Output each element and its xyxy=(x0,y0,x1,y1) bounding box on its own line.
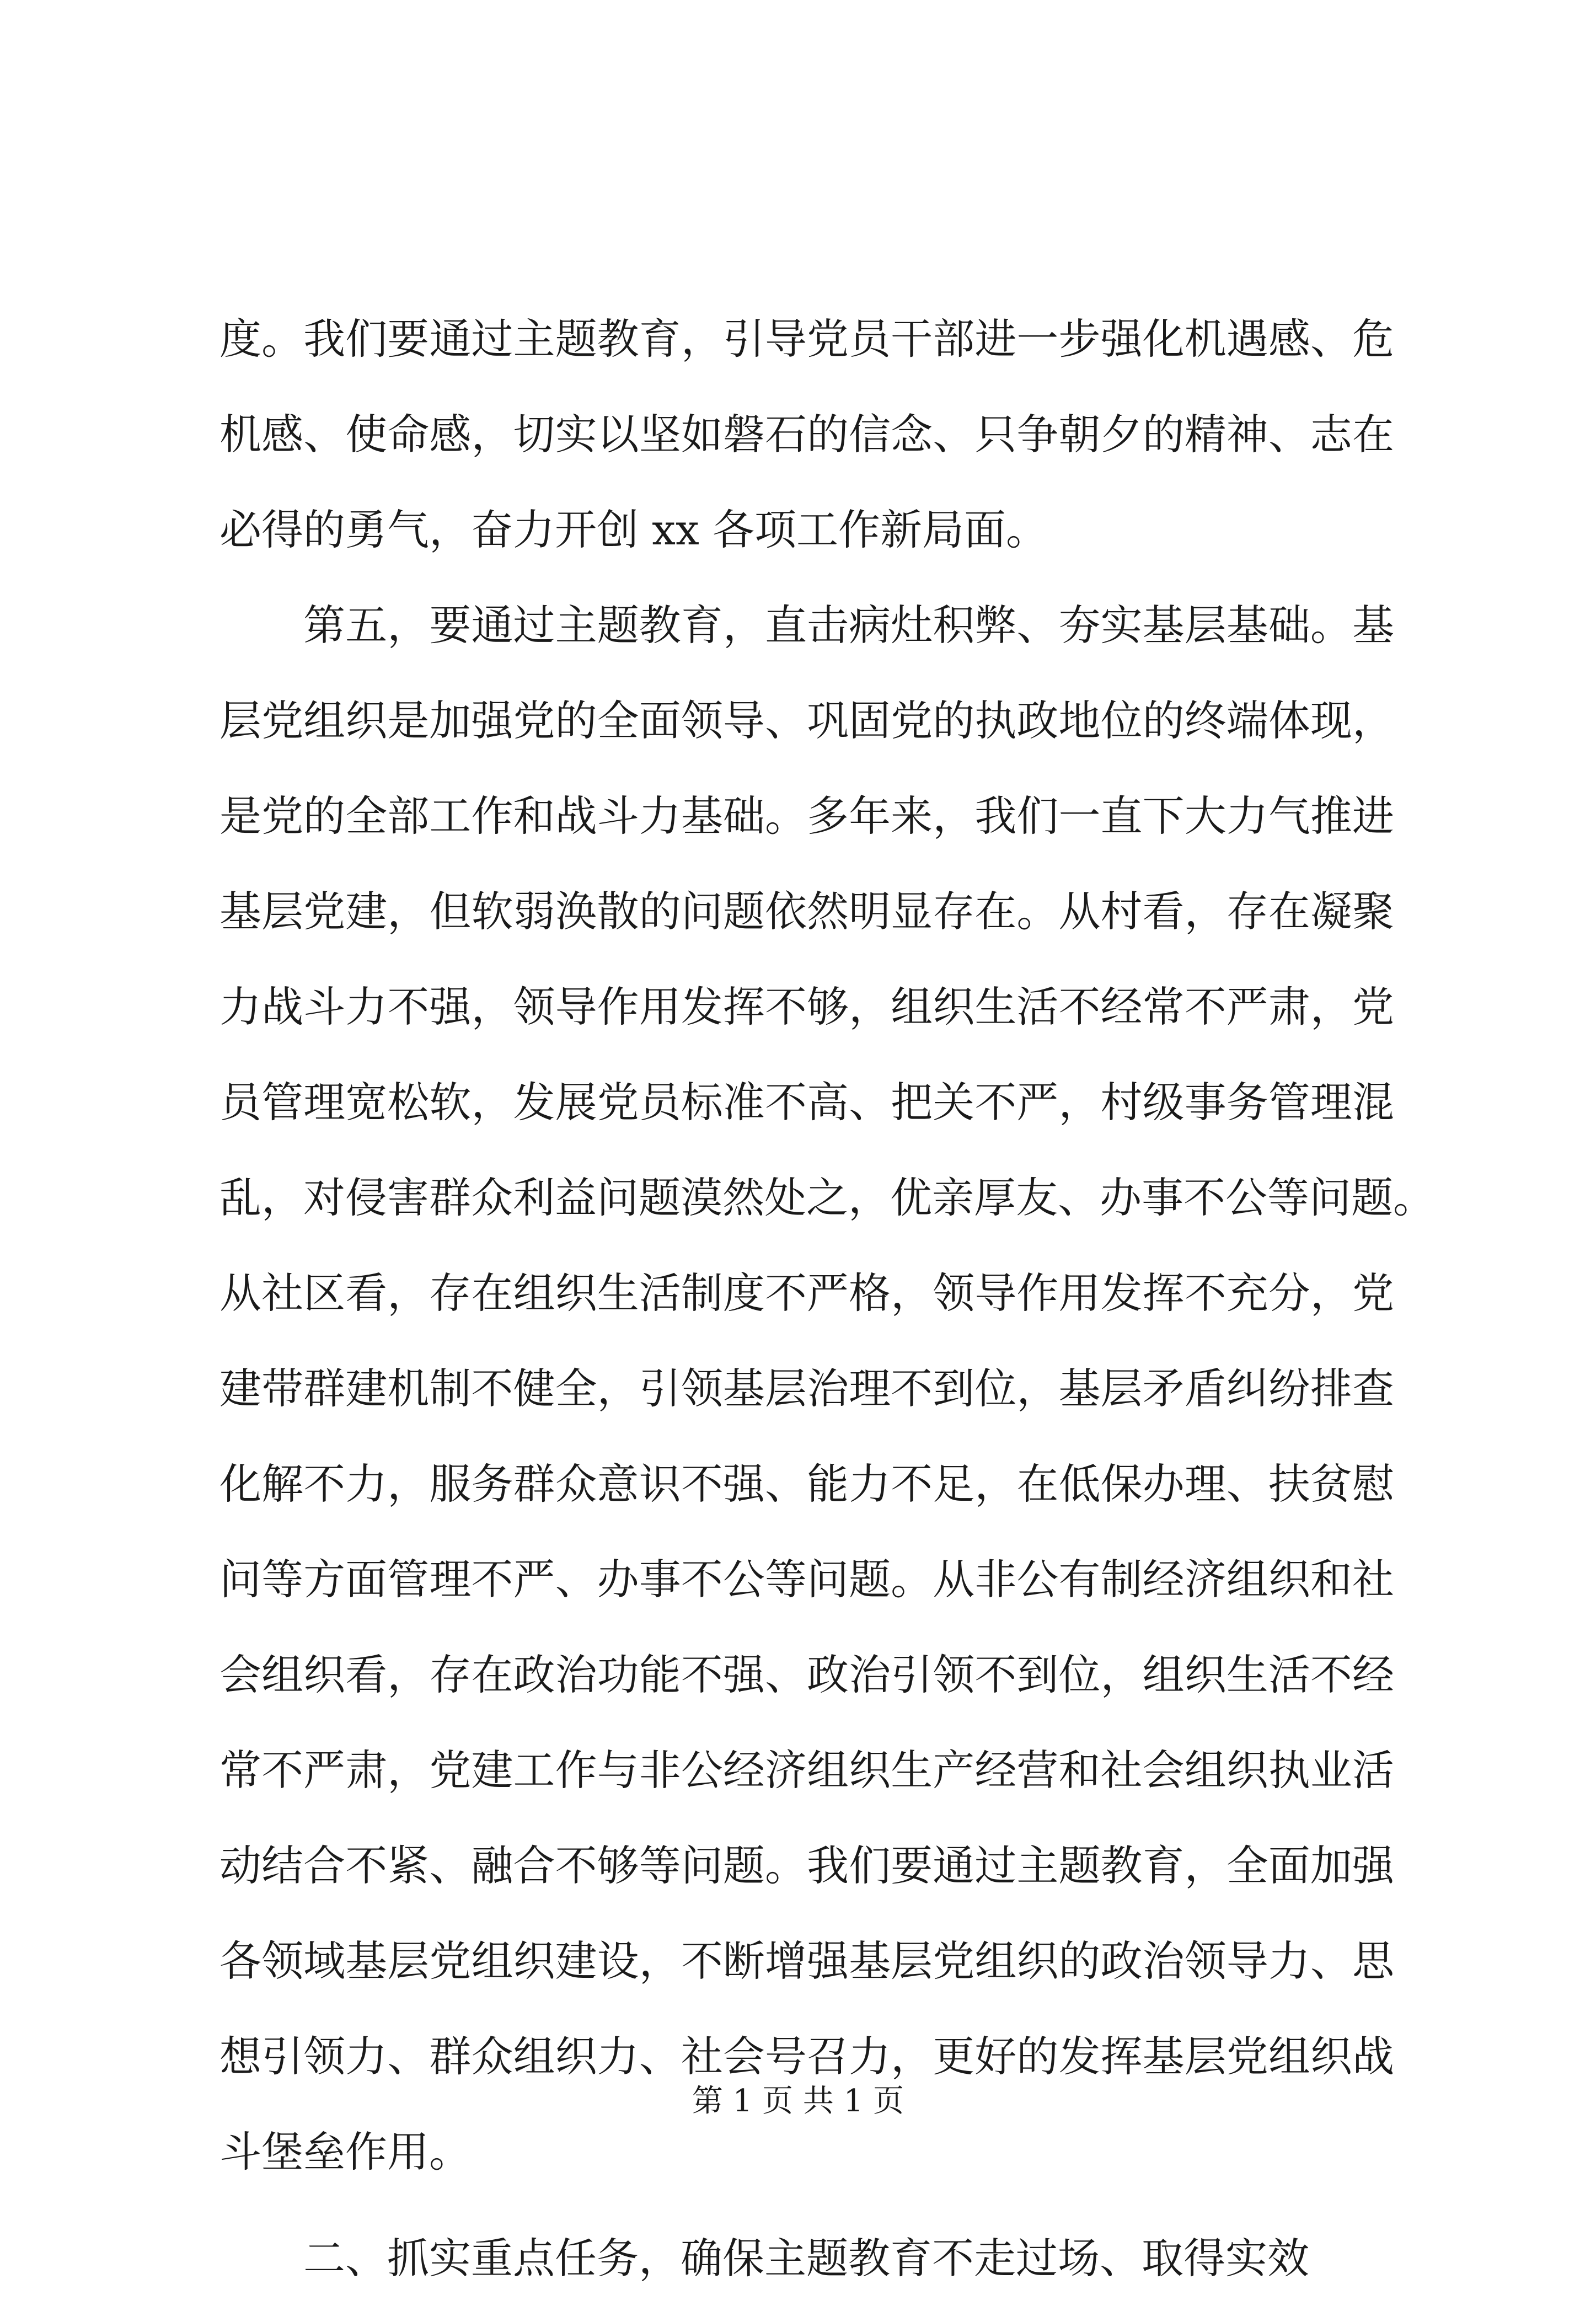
text-line: 化解不力，服务群众意识不强、能力不足，在低保办理、扶贫慰 xyxy=(219,1459,1394,1508)
text-line: 第五，要通过主题教育，直击病灶积弊、夯实基层基础。基 xyxy=(219,601,1394,650)
text-line: 想引领力、群众组织力、社会号召力，更好的发挥基层党组织战 xyxy=(219,2032,1394,2081)
text-line: 基层党建，但软弱涣散的问题依然明显存在。从村看，存在凝聚 xyxy=(219,887,1394,936)
section-heading: 二、抓实重点任务，确保主题教育不走过场、取得实效 xyxy=(219,2234,1309,2283)
text-line: 必得的勇气，奋力开创 xx 各项工作新局面。 xyxy=(219,505,1048,554)
text-line: 力战斗力不强，领导作用发挥不够，组织生活不经常不严肃，党 xyxy=(219,982,1394,1031)
text-line: 会组织看，存在政治功能不强、政治引领不到位，组织生活不经 xyxy=(219,1650,1394,1699)
text-line: 机感、使命感，切实以坚如磐石的信念、只争朝夕的精神、志在 xyxy=(219,410,1394,459)
text-line: 从社区看，存在组织生活制度不严格，领导作用发挥不充分，党 xyxy=(219,1269,1394,1318)
page-footer: 第 1 页 共 1 页 xyxy=(692,2083,904,2119)
text-line: 是党的全部工作和战斗力基础。多年来，我们一直下大力气推进 xyxy=(219,791,1394,841)
text-line: 员管理宽松软，发展党员标准不高、把关不严，村级事务管理混 xyxy=(219,1078,1394,1127)
text-line: 乱，对侵害群众利益问题漠然处之，优亲厚友、办事不公等问题。 xyxy=(219,1173,1435,1222)
text-line: 层党组织是加强党的全面领导、巩固党的执政地位的终端体现， xyxy=(219,696,1394,745)
document-body xyxy=(219,291,1435,2306)
text-line: 动结合不紧、融合不够等问题。我们要通过主题教育，全面加强 xyxy=(219,1841,1394,1890)
text-line: 度。我们要通过主题教育，引导党员干部进一步强化机遇感、危 xyxy=(219,314,1394,363)
text-line: 建带群建机制不健全，引领基层治理不到位，基层矛盾纠纷排查 xyxy=(219,1364,1394,1413)
text-line: 各领域基层党组织建设，不断增强基层党组织的政治领导力、思 xyxy=(219,1936,1394,1986)
text-line: 常不严肃，党建工作与非公经济组织生产经营和社会组织执业活 xyxy=(219,1746,1394,1795)
text-line: 问等方面管理不严、办事不公等问题。从非公有制经济组织和社 xyxy=(219,1555,1394,1604)
text-line: 斗堡垒作用。 xyxy=(219,2127,471,2176)
